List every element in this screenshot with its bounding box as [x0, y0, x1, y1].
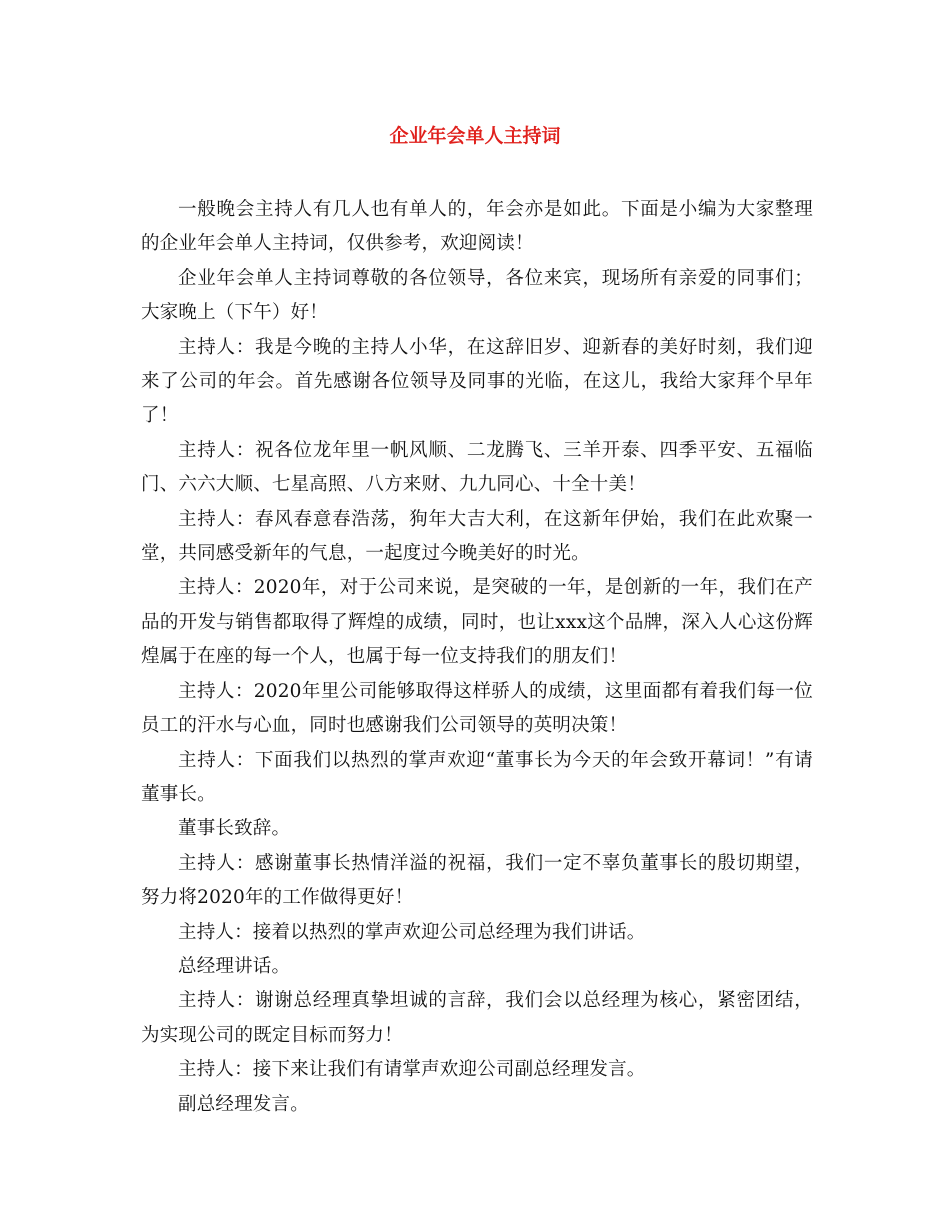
paragraph: 主持人：2020年，对于公司来说，是突破的一年，是创新的一年，我们在产品的开发与销售都取得了辉煌的成绩，同时，也让xxx这个品牌，深入人心这份辉煌属于在座的每一个人，也属于每一位支持我们的朋友们！	[141, 577, 813, 668]
paragraph: 主持人：我是今晚的主持人小华，在这辞旧岁、迎新春的美好时刻，我们迎来了公司的年会。首先感谢各位领导及同事的光临，在这儿，我给大家拜个早年了！	[141, 336, 813, 427]
paragraph: 主持人：接着以热烈的掌声欢迎公司总经理为我们讲话。	[178, 921, 646, 943]
document-title: 企业年会单人主持词	[389, 125, 561, 147]
paragraph: 主持人：祝各位龙年里一帆风顺、二龙腾飞、三羊开泰、四季平安、五福临门、六六大顺、七星高照、八方来财、九九同心、十全十美！	[141, 439, 813, 496]
paragraph: 主持人：2020年里公司能够取得这样骄人的成绩，这里面都有着我们每一位员工的汗水与心血，同时也感谢我们公司领导的英明决策！	[141, 680, 813, 737]
paragraph: 企业年会单人主持词尊敬的各位领导，各位来宾，现场所有亲爱的同事们；大家晚上（下午）好！	[141, 267, 813, 324]
paragraph: 董事长致辞。	[178, 818, 291, 840]
paragraph: 总经理讲话。	[178, 955, 291, 977]
paragraph: 主持人：谢谢总经理真挚坦诚的言辞，我们会以总经理为核心，紧密团结，为实现公司的既定目标而努力！	[141, 990, 813, 1046]
paragraph: 主持人：感谢董事长热情洋溢的祝福，我们一定不辜负董事长的殷切期望，努力将2020年的工作做得更好！	[141, 852, 813, 909]
paragraph: 主持人：接下来让我们有请掌声欢迎公司副总经理发言。	[178, 1059, 646, 1081]
document-body	[141, 193, 813, 1122]
paragraph: 主持人：春风春意春浩荡，狗年大吉大利，在这新年伊始，我们在此欢聚一堂，共同感受新年的气息，一起度过今晚美好的时光。	[141, 508, 813, 565]
paragraph: 副总经理发言。	[178, 1093, 309, 1115]
paragraph: 一般晚会主持人有几人也有单人的，年会亦是如此。下面是小编为大家整理的企业年会单人主持词，仅供参考，欢迎阅读！	[141, 199, 813, 255]
paragraph: 主持人：下面我们以热烈的掌声欢迎“董事长为今天的年会致开幕词！”有请董事长。	[141, 749, 813, 805]
